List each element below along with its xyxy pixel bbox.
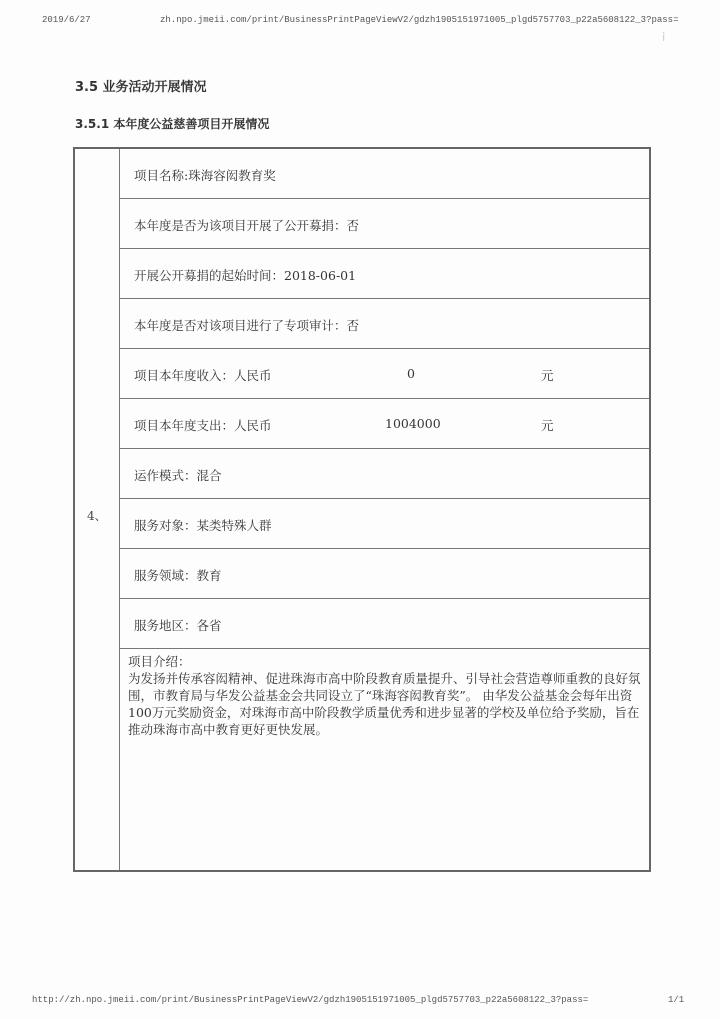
project-index: 4、 (87, 509, 107, 523)
section-title: 3.5 业务活动开展情况 (75, 80, 207, 95)
fundraising-start: 开展公开募捐的起始时间：2018-06-01 (134, 268, 357, 283)
row-public-fundraising (120, 199, 649, 249)
expense-label: 项目本年度支出：人民币 (134, 418, 272, 433)
row-service-region (120, 599, 649, 649)
row-project-name (120, 149, 649, 199)
project-name: 项目名称:珠海容闳教育奖 (134, 168, 276, 183)
public-fundraising: 本年度是否为该项目开展了公开募捐：否 (134, 218, 360, 233)
project-fields (120, 149, 649, 870)
row-special-audit (120, 299, 649, 349)
row-income (120, 349, 649, 399)
expense-unit: 元 (541, 418, 554, 433)
service-target: 服务对象：某类特殊人群 (134, 518, 272, 533)
row-operation-mode (120, 449, 649, 499)
income-value: 0 (407, 366, 415, 381)
print-url: zh.npo.jmeii.com/print/BusinessPrintPageViewV2/gdzh1905151971005_plgd5757703_p22a5608122_3?pass= (160, 15, 679, 25)
row-service-target (120, 499, 649, 549)
project-intro (120, 649, 649, 738)
print-date: 2019/6/27 (42, 15, 91, 25)
income-unit: 元 (541, 368, 554, 383)
service-region: 服务地区：各省 (134, 618, 222, 633)
intro-text: 为发扬并传承容闳精神、促进珠海市高中阶段教育质量提升、引导社会营造尊师重教的良好氛围，市教育局与华发公益基金会共同设立了“珠海容闳教育奖”。 由华发公益基金会每年出资100万元奖励资金，对珠海市高中阶段教学质量优秀和进步显著的学校及单位给予奖励，旨在推动珠海市高中教育更好更快发展。 (128, 671, 641, 737)
scan-mark: ⅰ (662, 31, 666, 45)
index-column (75, 149, 120, 870)
income-label: 项目本年度收入：人民币 (134, 368, 272, 383)
row-expense (120, 399, 649, 449)
page-number: 1/1 (668, 995, 685, 1005)
footer-url: http://zh.npo.jmeii.com/print/BusinessPrintPageViewV2/gdzh1905151971005_plgd5757703_p22a5608122_3?pass= (32, 995, 589, 1005)
intro-label: 项目介绍： (128, 654, 191, 669)
special-audit: 本年度是否对该项目进行了专项审计：否 (134, 318, 360, 333)
row-fundraising-start (120, 249, 649, 299)
row-service-field (120, 549, 649, 599)
service-field: 服务领域：教育 (134, 568, 222, 583)
section-subtitle: 3.5.1 本年度公益慈善项目开展情况 (75, 117, 270, 131)
operation-mode: 运作模式：混合 (134, 468, 222, 483)
expense-value: 1004000 (385, 416, 441, 431)
project-table (73, 147, 651, 872)
